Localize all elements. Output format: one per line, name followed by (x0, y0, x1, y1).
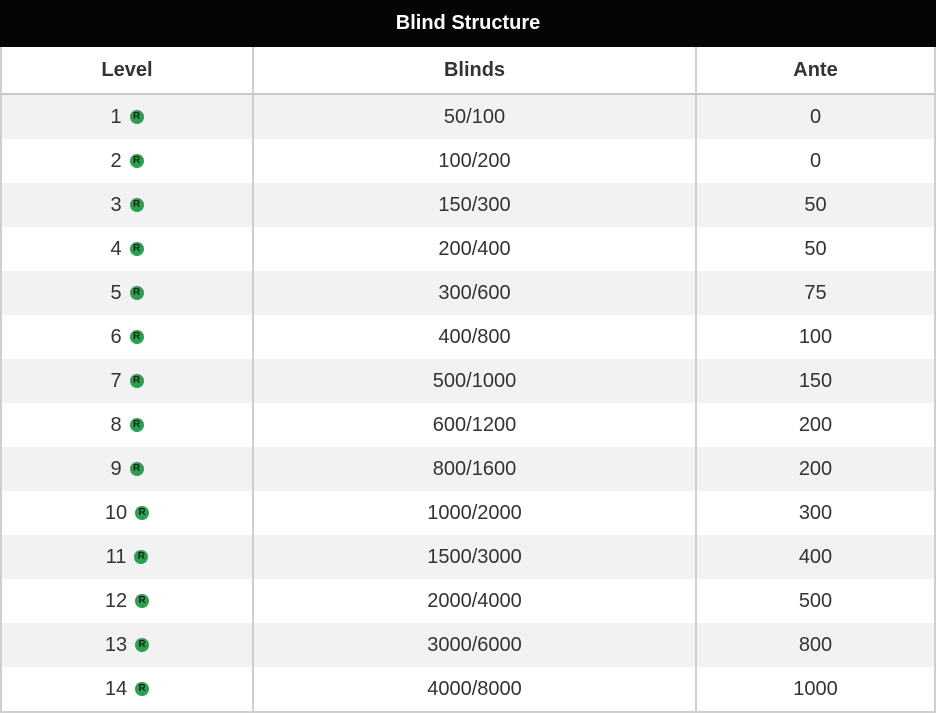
ante-cell: 300 (695, 491, 934, 535)
rebuy-badge-icon: R (130, 286, 144, 300)
level-wrap (105, 502, 149, 525)
level-cell (2, 271, 252, 315)
blinds-cell: 4000/8000 (252, 667, 695, 711)
ante-cell: 400 (695, 535, 934, 579)
table-row (2, 359, 934, 403)
level-number: 11 (105, 545, 127, 568)
blinds-cell: 100/200 (252, 139, 695, 183)
level-cell (2, 491, 252, 535)
table-row (2, 447, 934, 491)
rebuy-badge-icon: R (135, 682, 149, 696)
level-number: 14 (104, 677, 128, 700)
blinds-cell: 150/300 (252, 183, 695, 227)
level-wrap (110, 370, 143, 393)
blinds-cell: 800/1600 (252, 447, 695, 491)
level-cell (2, 95, 252, 139)
table-row (2, 491, 934, 535)
blinds-cell: 400/800 (252, 315, 695, 359)
header-level: Level (101, 58, 153, 81)
level-cell (2, 359, 252, 403)
blinds-cell: 300/600 (252, 271, 695, 315)
blinds-cell: 3000/6000 (252, 623, 695, 667)
ante-cell: 200 (695, 403, 934, 447)
table-title: Blind Structure (0, 0, 936, 47)
rebuy-badge-icon: R (135, 594, 149, 608)
table-row (2, 579, 934, 623)
level-cell (2, 623, 252, 667)
level-wrap (110, 282, 143, 305)
table-row (2, 667, 934, 711)
level-wrap (110, 326, 143, 349)
level-cell (2, 667, 252, 711)
level-cell (2, 447, 252, 491)
level-cell (2, 535, 252, 579)
header-row (2, 47, 934, 95)
level-number: 4 (110, 237, 122, 260)
rebuy-badge-icon: R (134, 550, 148, 564)
ante-cell: 150 (695, 359, 934, 403)
ante-cell: 200 (695, 447, 934, 491)
table-row (2, 95, 934, 139)
rebuy-badge-icon: R (130, 374, 144, 388)
blinds-cell: 50/100 (252, 95, 695, 139)
level-wrap (110, 238, 143, 261)
rebuy-badge-icon: R (130, 462, 144, 476)
level-number: 2 (110, 149, 122, 172)
rebuy-badge-icon: R (135, 506, 149, 520)
level-number: 8 (110, 413, 122, 436)
level-number: 6 (110, 325, 122, 348)
rebuy-badge-icon: R (130, 418, 144, 432)
table-row (2, 403, 934, 447)
rebuy-badge-icon: R (130, 110, 144, 124)
level-cell (2, 403, 252, 447)
blinds-cell: 2000/4000 (252, 579, 695, 623)
ante-cell: 800 (695, 623, 934, 667)
ante-cell: 75 (695, 271, 934, 315)
level-number: 12 (104, 589, 128, 612)
ante-cell: 1000 (695, 667, 934, 711)
table-row (2, 183, 934, 227)
level-number: 10 (104, 501, 128, 524)
table-row (2, 623, 934, 667)
table-row (2, 315, 934, 359)
level-wrap (105, 590, 149, 613)
blinds-cell: 1000/2000 (252, 491, 695, 535)
level-number: 9 (110, 457, 122, 480)
level-wrap (110, 106, 143, 129)
level-number: 7 (110, 369, 122, 392)
level-wrap (105, 678, 149, 701)
header-ante: Ante (695, 47, 934, 93)
blinds-cell: 1500/3000 (252, 535, 695, 579)
level-wrap (110, 194, 143, 217)
level-number: 5 (110, 281, 122, 304)
rebuy-badge-icon: R (135, 638, 149, 652)
level-cell (2, 227, 252, 271)
level-number: 3 (110, 193, 122, 216)
blinds-cell: 600/1200 (252, 403, 695, 447)
blinds-cell: 500/1000 (252, 359, 695, 403)
ante-cell: 500 (695, 579, 934, 623)
level-number: 1 (110, 105, 122, 128)
table-row (2, 271, 934, 315)
level-wrap (110, 414, 143, 437)
rebuy-badge-icon: R (130, 242, 144, 256)
header-blinds: Blinds (252, 47, 695, 93)
ante-cell: 0 (695, 95, 934, 139)
level-cell (2, 579, 252, 623)
level-wrap (106, 546, 149, 569)
table-row (2, 139, 934, 183)
table-row (2, 535, 934, 579)
rebuy-badge-icon: R (130, 198, 144, 212)
level-wrap (110, 150, 143, 173)
level-cell (2, 315, 252, 359)
rebuy-badge-icon: R (130, 154, 144, 168)
rebuy-badge-icon: R (130, 330, 144, 344)
table-row (2, 227, 934, 271)
ante-cell: 50 (695, 183, 934, 227)
ante-cell: 0 (695, 139, 934, 183)
blinds-cell: 200/400 (252, 227, 695, 271)
level-number: 13 (104, 633, 128, 656)
table-body (2, 95, 934, 711)
ante-cell: 50 (695, 227, 934, 271)
level-wrap (110, 458, 143, 481)
ante-cell: 100 (695, 315, 934, 359)
level-cell (2, 139, 252, 183)
level-cell (2, 183, 252, 227)
level-wrap (105, 634, 149, 657)
